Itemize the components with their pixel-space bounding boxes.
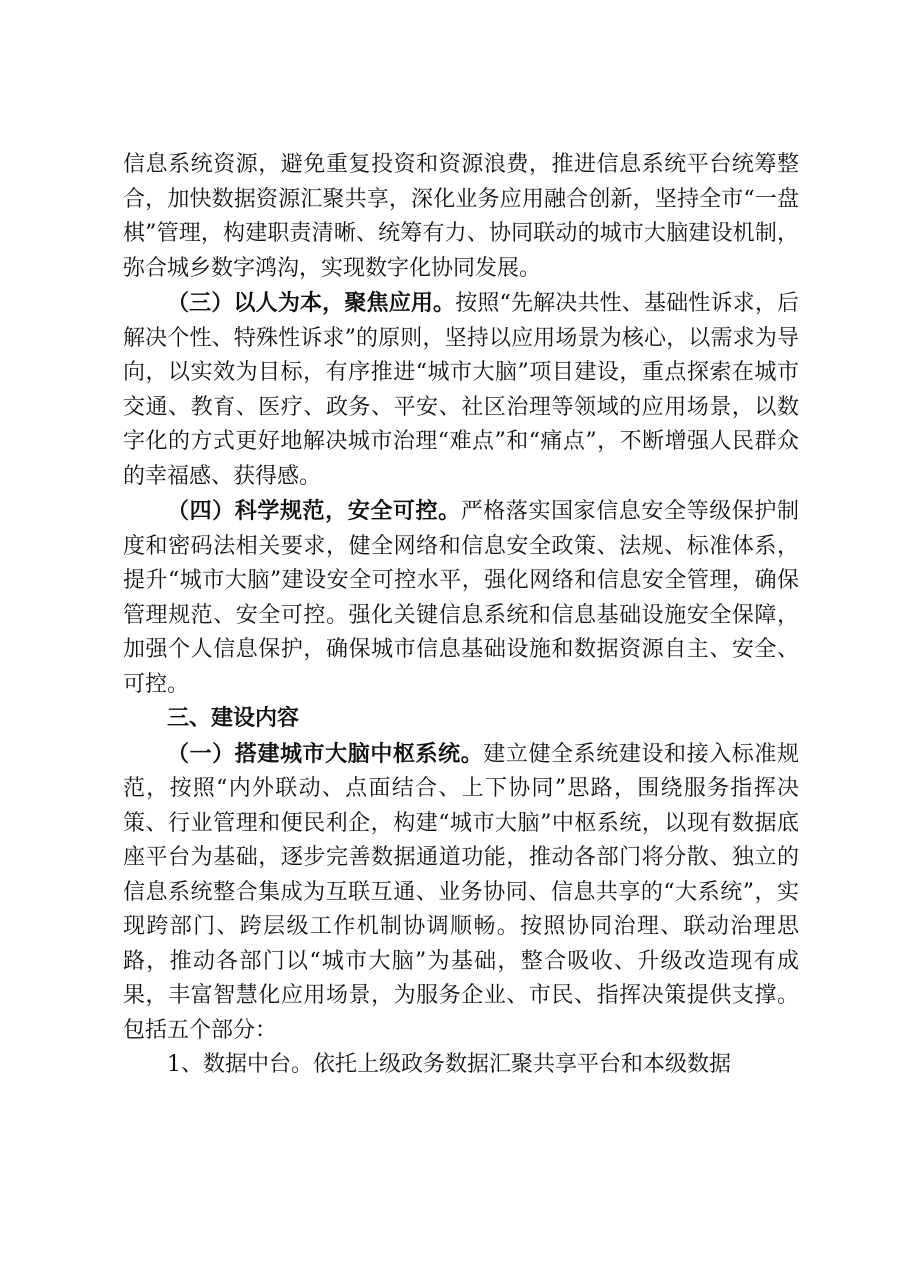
paragraph-continuation: 信息系统资源，避免重复投资和资源浪费，推进信息系统平台统筹整合，加快数据资源汇聚共享，深化业务应用融合创新，坚持全市“一盘棋”管理，构建职责清晰、统筹有力、协同联动的城市大脑建设机制，弥合城乡数字鸿沟，实现数字化协同发展。 bbox=[123, 152, 799, 281]
paragraph-principle-3 bbox=[123, 286, 799, 494]
paragraph-sub-item-1: 1、数据中台。依托上级政务数据汇聚共享平台和本级数据 bbox=[167, 1052, 731, 1077]
item-1-body: 建立健全系统建设和接入标准规范，按照“内外联动、点面结合、上下协同”思路，围绕服务指挥决策、行业管理和便民利企，构建“城市大脑”中枢系统，以现有数据底座平台为基础，逐步完善数据通道功能，推动各部门将分散、独立的信息系统整合集成为互联互通、业务协同、信息共享的“大系统”，实现跨部门、跨层级工作机制协调顺畅。按照协同治理、联动治理思路，推动各部门以“城市大脑”为基础，整合吸收、升级改造现有成果，丰富智慧化应用场景，为服务企业、市民、指挥决策提供支撑。包括五个部分： bbox=[123, 741, 799, 1043]
principle-4-body: 严格落实国家信息安全等级保护制度和密码法相关要求，健全网络和信息安全政策、法规、标准体系，提升“城市大脑”建设安全可控水平，强化网络和信息安全管理，确保管理规范、安全可控。强化关键信息系统和信息基础设施安全保障，加强个人信息保护，确保城市信息基础设施和数据资源自主、安全、可控。 bbox=[123, 499, 799, 697]
item-1-lead: （一）搭建城市大脑中枢系统。 bbox=[167, 740, 484, 767]
principle-4-lead: （四）科学规范，安全可控。 bbox=[167, 498, 461, 524]
principle-3-body: 按照“先解决共性、基础性诉求，后解决个性、特殊性诉求”的原则，坚持以应用场景为核心，以需求为导向，以实效为目标，有序推进“城市大脑”项目建设，重点探索在城市交通、教育、医疗、政务、平安、社区治理等领域的应用场景，以数字化的方式更好地解决城市治理“难点”和“痛点”，不断增强人民群众的幸福感、获得感。 bbox=[123, 291, 799, 489]
paragraph-principle-4 bbox=[123, 494, 799, 702]
document-body bbox=[123, 148, 799, 1083]
section-heading: 三、建设内容 bbox=[167, 706, 300, 731]
principle-3-lead: （三）以人为本，聚焦应用。 bbox=[167, 290, 456, 316]
paragraph-item-1 bbox=[123, 737, 799, 1049]
